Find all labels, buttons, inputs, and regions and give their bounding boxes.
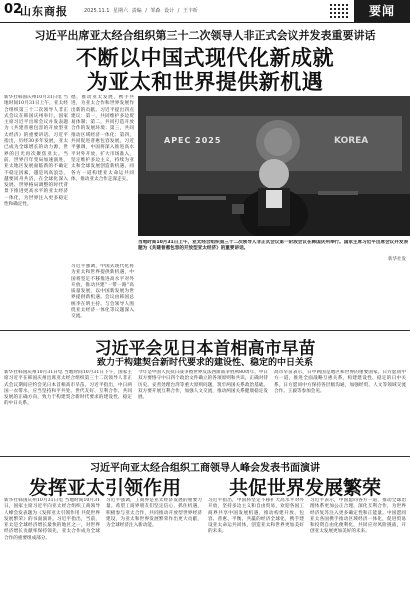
qr-code-icon: [330, 2, 350, 20]
story1-kicker: 习近平出席亚太经合组织第三十二次领导人非正式会议并发表重要讲话: [34, 29, 376, 42]
paper-name: 山东商报: [20, 5, 68, 18]
photo-credit: 新华社发: [388, 257, 406, 262]
story2-body-col2: 今年是中国人民抗日战争暨世界反法西斯战争胜利80周年。中日双方要恪守中日四个政治文件确立的各项原则和共识，正确对待历史，妥善处理台湾等重大原则问题，筑牢两国关系政治基础。双方要开展互利合作，加强人文交流，推动两国关系健康稳定发展。: [138, 370, 268, 401]
divider-2: [0, 456, 410, 457]
page-number: 02: [4, 2, 23, 17]
story3-headline-left: 发挥亚太引领作用: [28, 477, 181, 499]
photo-caption: 当地时间10月31日上午，亚太经合组织第三十二次领导人非正式会议第一阶段会议在韩国庆州举行。国家主席习近平出席会议并发表题为《共建普惠包容的开放型亚太经济》的重要讲话。: [138, 240, 409, 251]
apec-meeting-photo: [138, 96, 410, 236]
masthead: [0, 0, 410, 22]
story2-body-col3: 高市早苗表示，日中两国是地区和世界的重要国家，日方愿同中方一道，推进全面战略互惠关系，构建建设性、稳定的日中关系。日方愿同中方保持各层级沟通，加强经贸、人文等领域交流合作。王毅等参加会见。: [274, 370, 406, 394]
story3-body-col3: 习近平指出，中国将坚定不移扩大高水平对外开放，坚持多边主义和自由贸易，欢迎各国工商界共享中国发展机遇，推动构建开放、包容、普惠、平衡、共赢的经济全球化，携手建设亚太命运共同体，创造亚太和世界更加美好的未来。: [208, 498, 304, 535]
photo-banner-korea: KOREA: [334, 136, 369, 146]
story2-body-col1: 新华社韩国庆州10月31日电 当地时间10月31日下午，国家主席习近平在韩国庆州出席亚太经合组织第三十二次领导人非正式会议期间应约会见日本首相高市早苗。习近平指出，中日两国一衣带水，应当坚持和平共处、世代友好、互利合作、共同发展的正确方向，致力于构建契合新时代要求的建设性、稳定的中日关系。: [4, 370, 132, 407]
story1-headline-line1: 不断以中国式现代化新成就: [76, 46, 334, 70]
story2-subhead: 致力于构建契合新时代要求的建设性、稳定的中日关系: [96, 358, 313, 368]
story3-kicker: 习近平向亚太经合组织工商领导人峰会发表书面演讲: [90, 463, 320, 474]
edition-info: 2025.11.1 星期六 责编 / 邹森 设计 / 王丰昕: [84, 8, 198, 14]
story1-body-lower: 习近平强调，中国式现代化将为亚太和世界提供新机遇，中国将坚定不移推进高水平对外开放，推动共建“一带一路”高质量发展，以中国新发展为世界提供新机遇。会议由韩国总统李在明主持。与会领导人围绕亚太经济一体化等议题深入交流。: [71, 264, 134, 320]
section-label: 要闻: [354, 0, 410, 22]
story3-body-col2: 习近平强调，工商界是亚太经济发展的重要力量。希望工商界朋友们坚定信心，抓住机遇，积极参与亚太合作，共同推动开放型世界经济建设，为亚太和世界发展繁荣作出更大贡献，为全球经济注入新动能。: [106, 498, 202, 529]
story1-body-right: 德，推动亚太发展，携手共进，为亚太合作和世界发展作出新的贡献。习近平提出四点建议：第一，共同维护多边贸易体制；第二，共同打造开放合作的发展环境；第三，共同推动区域经济一体化；第四，共同促进普惠包容发展。习近平强调，中国将深入推进高水平对外开放，扩大市场准入，坚定维护多边主义，持续为亚太和全球发展创造新机遇，同各方一道构建亚太命运共同体，推动亚太合作走深走实。: [71, 95, 134, 182]
photo-scene: [138, 96, 410, 236]
story3-body-col4: 习近平表示，中国愿同各方一道，推动全球治理体系更加公正合理，深化互利合作，为世界经济复苏注入更多确定性和正能量。中国愿同亚太各国携手推动区域经济一体化，促进贸易和投资自由化便利化，共同应对风险挑战，开创亚太发展更加美好的未来。: [310, 498, 406, 535]
photo-banner-apec: APEC 2025: [164, 136, 222, 145]
masthead-rule: [0, 22, 410, 23]
story1-body-left: 新华社韩国庆州10月31日电 当地时间10月31日上午，亚太经合组织第三十二次领导人非正式会议在韩国庆州举行。国家主席习近平出席会议并发表题为《共建普惠包容的开放型亚太经济》的重要讲话。习近平指出，历经30多年发展，亚太已成为全球增长的动力源，世界的目光再次聚焦亚太。当前，世界百年变局加速演进，亚太地区发展面临新的不确定不稳定因素，越是风高浪急，越要同舟共济，在全球化深入发展、世界格局调整的时代背景下推进更高水平的亚太经济一体化，为世界注入更多稳定性和确定性。: [4, 95, 68, 208]
story2-headline: 习近平会见日本首相高市早苗: [94, 339, 316, 359]
story3-body-col1: 新华社韩国庆州10月31日电 当地时间10月31日，国家主席习近平向亚太经合组织工商领导人峰会发表题为《发挥亚太引领作用 共促世界发展繁荣》的书面演讲。习近平指出，当前，亚太是全球经济增长最快的地区之一，对世界经济增长贡献率保持领先，亚太合作成为全球合作的重要组成部分。: [4, 498, 100, 541]
story1-headline-line2: 为亚太和世界提供新机遇: [86, 70, 324, 94]
story3-headline-right: 共促世界发展繁荣: [228, 477, 381, 499]
divider-1: [0, 330, 410, 331]
